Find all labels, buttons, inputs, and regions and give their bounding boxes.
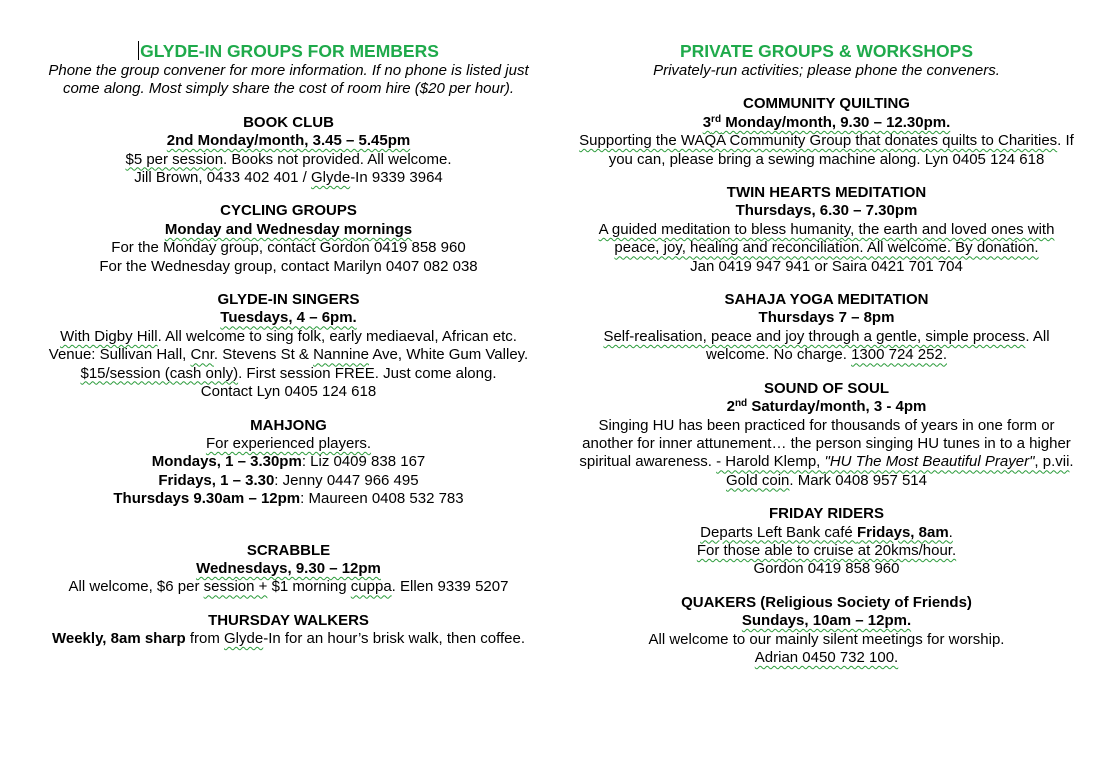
- mahjong-row: Mondays, 1 – 3.30pm: Liz 0409 838 167: [151, 453, 426, 471]
- quakers-when: Sundays, 10am – 12pm.: [741, 612, 912, 630]
- text-cursor: [138, 41, 139, 60]
- mahjong-title: MAHJONG: [250, 416, 327, 434]
- singers-title: GLYDE-IN SINGERS: [217, 291, 360, 309]
- mahjong-section: [40, 417, 537, 509]
- sahaja-when: Thursdays 7 – 8pm: [758, 309, 895, 327]
- twin-hearts-section: [575, 184, 1078, 276]
- cycling-wednesday-contact: For the Wednesday group, contact Marilyn 0407 082 038: [99, 257, 478, 275]
- walkers-section: [40, 612, 537, 649]
- mahjong-note: For experienced players.: [205, 434, 372, 452]
- left-heading: GLYDE-IN GROUPS FOR MEMBERS: [140, 41, 439, 61]
- book-club-section: [40, 114, 537, 188]
- scrabble-section: [40, 542, 537, 597]
- sound-of-soul-section: [575, 380, 1078, 490]
- sahaja-section: [575, 291, 1078, 365]
- sound-of-soul-contact: Gold coin. Mark 0408 957 514: [726, 471, 927, 489]
- scrabble-details: All welcome, $6 per session + $1 morning cuppa. Ellen 9339 5207: [68, 578, 509, 596]
- book-club-details: $5 per session. Books not provided. All welcome.: [125, 150, 452, 168]
- singers-venue: Venue: Sullivan Hall, Cnr. Stevens St & Nannine Ave, White Gum Valley.: [48, 346, 529, 364]
- book-club-title: BOOK CLUB: [243, 113, 334, 131]
- cycling-when: Monday and Wednesday mornings: [164, 220, 413, 238]
- sound-of-soul-details: Singing HU has been practiced for thousands of years in one form or another for inner attunement… the person singing HU tunes in to a higher spiritual awareness. - Harold Klemp, "HU The Most Beautiful Prayer", p.vii.: [579, 416, 1074, 471]
- walkers-title: THURSDAY WALKERS: [208, 611, 369, 629]
- twin-hearts-contact: Jan 0419 947 941 or Saira 0421 701 704: [690, 257, 963, 275]
- right-heading: PRIVATE GROUPS & WORKSHOPS: [680, 41, 973, 61]
- friday-riders-title: FRIDAY RIDERS: [768, 505, 885, 523]
- quilting-details: Supporting the WAQA Community Group that donates quilts to Charities. If you can, please bring a sewing machine along. Lyn 0405 124 618: [579, 132, 1074, 168]
- quilting-when: 3rd Monday/month, 9.30 – 12.30pm.: [702, 113, 951, 131]
- cycling-monday-contact: For the Monday group, contact Gordon 0419 858 960: [111, 239, 466, 257]
- cycling-title: CYCLING GROUPS: [220, 202, 357, 220]
- friday-riders-section: [575, 505, 1078, 579]
- quakers-section: [575, 594, 1078, 668]
- singers-contact: Contact Lyn 0405 124 618: [200, 383, 377, 401]
- singers-when: Tuesdays, 4 – 6pm.: [220, 309, 357, 327]
- book-club-when: 2nd Monday/month, 3.45 – 5.45pm: [166, 132, 411, 150]
- singers-section: [40, 291, 537, 401]
- quakers-title: QUAKERS (Religious Society of Friends): [681, 593, 972, 611]
- singers-details: With Digby Hill. All welcome to sing folk, early mediaeval, African etc.: [60, 327, 517, 345]
- sound-of-soul-when: 2nd Saturday/month, 3 - 4pm: [726, 398, 927, 416]
- scrabble-title: SCRABBLE: [246, 541, 331, 559]
- left-intro: Phone the group convener for more information. If no phone is listed just come along. Most simply share the cost of room hire ($20 per hour).: [48, 62, 529, 98]
- singers-price: $15/session (cash only). First session FREE. Just come along.: [80, 364, 497, 382]
- quilting-title: COMMUNITY QUILTING: [743, 95, 910, 113]
- twin-hearts-title: TWIN HEARTS MEDITATION: [726, 184, 927, 202]
- right-column: [575, 40, 1078, 667]
- scrabble-when: Wednesdays, 9.30 – 12pm: [196, 559, 381, 577]
- friday-riders-pace: For those able to cruise at 20kms/hour.: [696, 541, 957, 559]
- twin-hearts-details: A guided meditation to bless humanity, the earth and loved ones with peace, joy, healing and reconciliation. All welcome. By donation.: [598, 220, 1055, 257]
- friday-riders-departs: Departs Left Bank café Fridays, 8am.: [700, 523, 953, 541]
- mahjong-row: Fridays, 1 – 3.30: Jenny 0447 966 495: [158, 471, 419, 489]
- sahaja-details: Self-realisation, peace and joy through a gentle, simple process. All welcome. No charge. 1300 724 252.: [603, 327, 1050, 364]
- cycling-section: [40, 202, 537, 276]
- left-column: [40, 40, 537, 649]
- walkers-details: Weekly, 8am sharp from Glyde-In for an hour’s brisk walk, then coffee.: [51, 630, 526, 648]
- twin-hearts-when: Thursdays, 6.30 – 7.30pm: [735, 202, 918, 220]
- book-club-contact: Jill Brown, 0433 402 401 / Glyde-In 9339 3964: [134, 169, 443, 187]
- quakers-details: All welcome to our mainly silent meetings for worship.: [648, 630, 1005, 648]
- quakers-contact: Adrian 0450 732 100.: [754, 648, 899, 666]
- mahjong-row: Thursdays 9.30am – 12pm: Maureen 0408 532 783: [113, 490, 464, 508]
- friday-riders-contact: Gordon 0419 858 960: [753, 560, 900, 578]
- sound-of-soul-title: SOUND OF SOUL: [763, 379, 889, 397]
- right-intro: Privately-run activities; please phone the conveners.: [653, 62, 1000, 79]
- quilting-section: [575, 95, 1078, 169]
- sahaja-title: SAHAJA YOGA MEDITATION: [724, 291, 929, 309]
